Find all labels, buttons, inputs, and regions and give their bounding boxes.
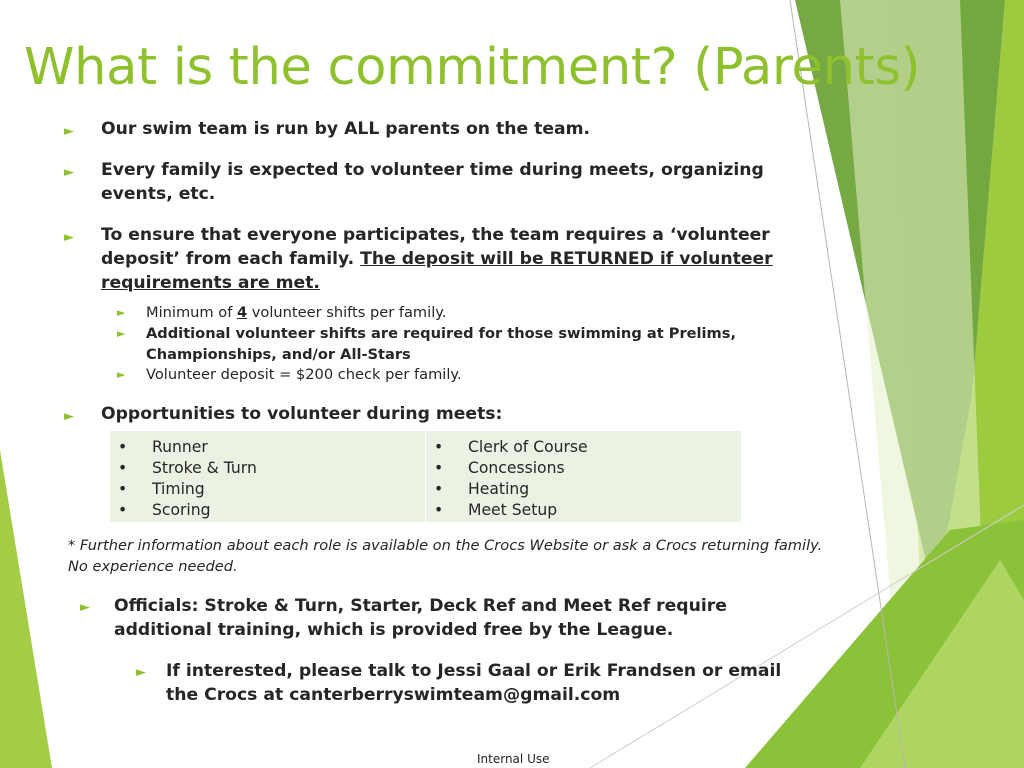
role-scoring: Scoring: [152, 501, 211, 519]
bullet-marker: ►: [64, 165, 74, 180]
role-clerk-of-course: Clerk of Course: [468, 438, 588, 456]
role-dot: •: [434, 501, 444, 519]
role-heating: Heating: [468, 480, 530, 498]
slide-title: What is the commitment? (Parents): [24, 38, 921, 97]
sub-bullet-marker: ►: [117, 368, 126, 381]
role-dot: •: [118, 480, 128, 498]
shifts-number: 4: [236, 304, 248, 321]
role-dot: •: [118, 501, 128, 519]
role-meet-setup: Meet Setup: [468, 501, 558, 519]
role-timing: Timing: [152, 480, 205, 498]
bullet-marker: ►: [64, 409, 74, 424]
role-dot: •: [434, 438, 444, 456]
further-info-note: * Further information about each role is available on the Crocs Website or ask a Crocs returning family. No experience needed.: [68, 537, 823, 575]
officials-bullet: Officials: Stroke & Turn, Starter, Deck Ref and Meet Ref require additional training, which is provided free by the League.: [114, 596, 727, 640]
bullet-marker: ►: [136, 665, 146, 680]
bullet-volunteer-time: Every family is expected to volunteer time during meets, organizing events, etc.: [101, 160, 764, 204]
shifts-prefix: Minimum of: [146, 304, 237, 321]
sub-bullet-additional-shifts: Additional volunteer shifts are required for those swimming at Prelims, Championships, and/or All-Stars: [146, 325, 736, 363]
footer-internal-use: Internal Use: [477, 752, 550, 766]
role-concessions: Concessions: [468, 459, 565, 477]
roles-table-right: [426, 431, 741, 522]
bullet-run-by-parents: Our swim team is run by ALL parents on the team.: [101, 119, 591, 139]
contact-bullet: If interested, please talk to Jessi Gaal or Erik Frandsen or email the Crocs at canterberryswimteam@gmail.com: [166, 661, 782, 705]
deposit-text: To ensure that everyone participates, the team requires a ‘volunteer deposit’ from each family.: [101, 225, 770, 269]
role-runner: Runner: [152, 438, 208, 456]
role-dot: •: [434, 459, 444, 477]
bullet-volunteer-deposit: [101, 223, 781, 295]
opportunities-heading: Opportunities to volunteer during meets:: [101, 404, 503, 424]
shifts-suffix: volunteer shifts per family.: [247, 304, 447, 321]
role-dot: •: [118, 459, 128, 477]
bullet-marker: ►: [80, 600, 90, 615]
bullet-marker: ►: [64, 230, 74, 245]
bullet-marker: ►: [64, 124, 74, 139]
sub-bullet-minimum-shifts: [146, 303, 766, 324]
deposit-returned-text: The deposit will be RETURNED if volunteer requirements are met.: [101, 249, 773, 293]
sub-bullet-marker: ►: [117, 306, 126, 319]
role-dot: •: [118, 438, 128, 456]
sub-bullet-deposit-amount: Volunteer deposit = $200 check per family.: [146, 366, 462, 383]
sub-bullet-marker: ►: [117, 327, 126, 340]
role-dot: •: [434, 480, 444, 498]
roles-table-left: [110, 431, 425, 522]
left-green-strip: [0, 450, 52, 768]
role-stroke-turn: Stroke & Turn: [152, 459, 257, 477]
